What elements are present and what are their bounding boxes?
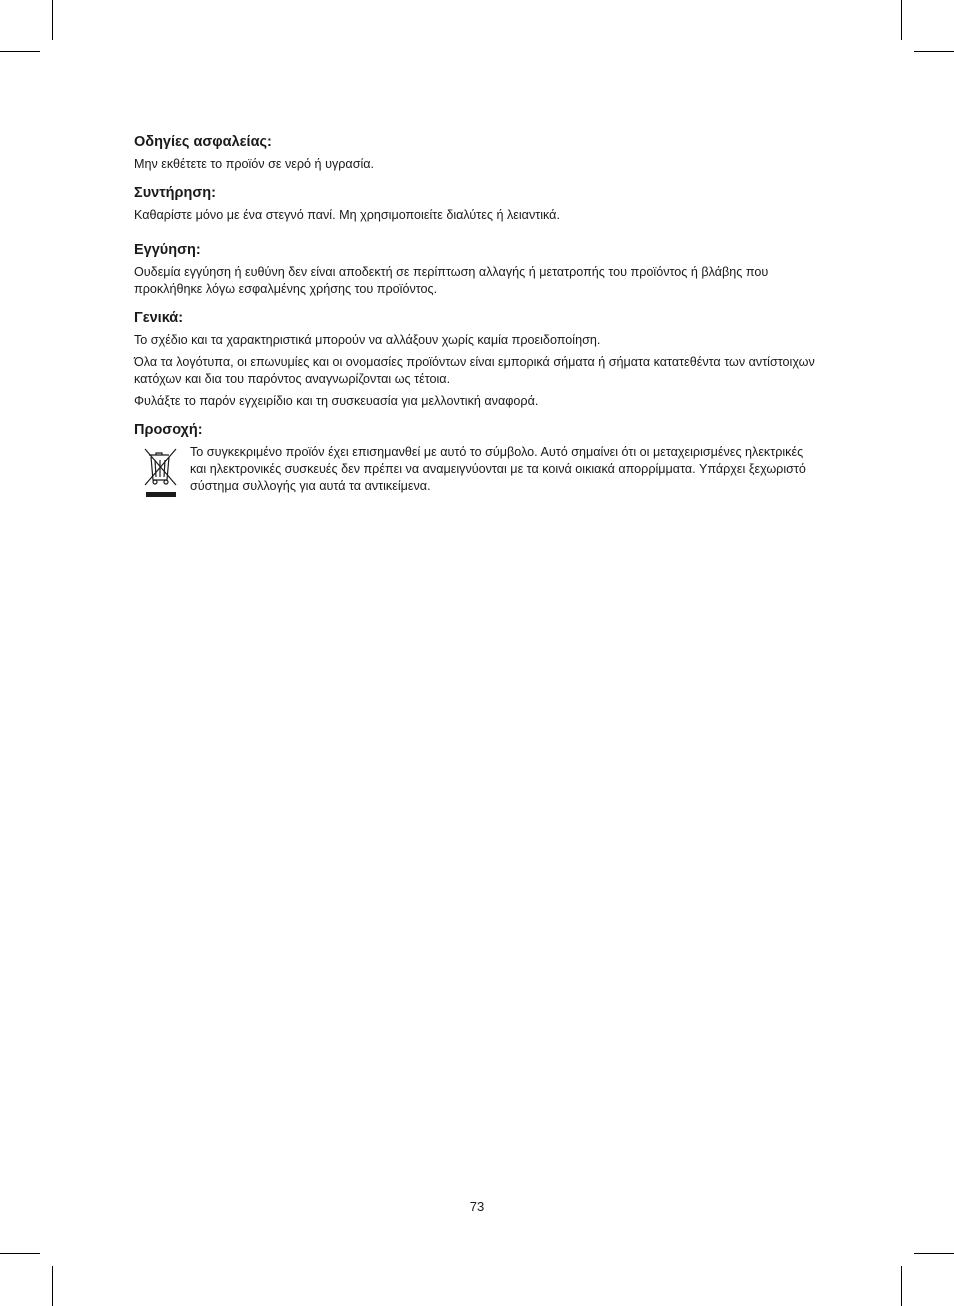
attention-heading: Προσοχή: — [134, 422, 203, 438]
maintenance-section — [134, 184, 824, 224]
crop-mark — [0, 1253, 40, 1254]
manual-content — [134, 133, 824, 511]
warranty-section — [134, 241, 824, 298]
maintenance-text: Καθαρίστε μόνο με ένα στεγνό πανί. Μη χρησιμοποιείτε διαλύτες ή λειαντικά. — [134, 208, 560, 222]
general-text: Το σχέδιο και τα χαρακτηριστικά μπορούν να αλλάξουν χωρίς καμία προειδοποίηση. — [134, 333, 601, 347]
page-number: 73 — [469, 1199, 485, 1214]
safety-heading: Οδηγίες ασφαλείας: — [134, 134, 272, 150]
weee-crossed-bin-icon — [140, 444, 182, 500]
attention-row — [134, 444, 824, 500]
crop-mark — [901, 0, 902, 40]
attention-section — [134, 421, 824, 500]
crop-mark — [901, 1266, 902, 1306]
crop-mark — [52, 0, 53, 40]
safety-section — [134, 133, 824, 173]
general-heading: Γενικά: — [134, 310, 184, 326]
general-text: Όλα τα λογότυπα, οι επωνυμίες και οι ονομασίες προϊόντων είναι εμπορικά σήματα ή σήματα κατατεθέντα των αντίστοιχων κατόχων και δια του παρόντος αναγνωρίζονται ως τέτοια. — [134, 355, 815, 386]
warranty-text: Ουδεμία εγγύηση ή ευθύνη δεν είναι αποδεκτή σε περίπτωση αλλαγής ή μετατροπής του προϊόντος ή βλάβης που προκλήθηκε λόγω εσφαλμένης χρήσης του προϊόντος. — [134, 265, 769, 296]
crop-mark — [914, 1253, 954, 1254]
warranty-heading: Εγγύηση: — [134, 242, 201, 258]
maintenance-heading: Συντήρηση: — [134, 185, 216, 201]
safety-text: Μην εκθέτετε το προϊόν σε νερό ή υγρασία. — [134, 157, 375, 171]
crop-mark — [0, 51, 40, 52]
crop-mark — [914, 51, 954, 52]
general-section — [134, 309, 824, 410]
crop-mark — [52, 1266, 53, 1306]
general-text: Φυλάξτε το παρόν εγχειρίδιο και τη συσκευασία για μελλοντική αναφορά. — [134, 394, 539, 408]
attention-text: Το συγκεκριμένο προϊόν έχει επισημανθεί με αυτό το σύμβολο. Αυτό σημαίνει ότι οι μεταχειρισμένες ηλεκτρικές και ηλεκτρονικές συσκευές δεν πρέπει να αναμειγνύονται με τα κοινά οικιακά απορρίμματα. Υπάρχει ξεχωριστό σύστημα συλλογής για αυτά τα αντικείμενα. — [190, 445, 806, 493]
